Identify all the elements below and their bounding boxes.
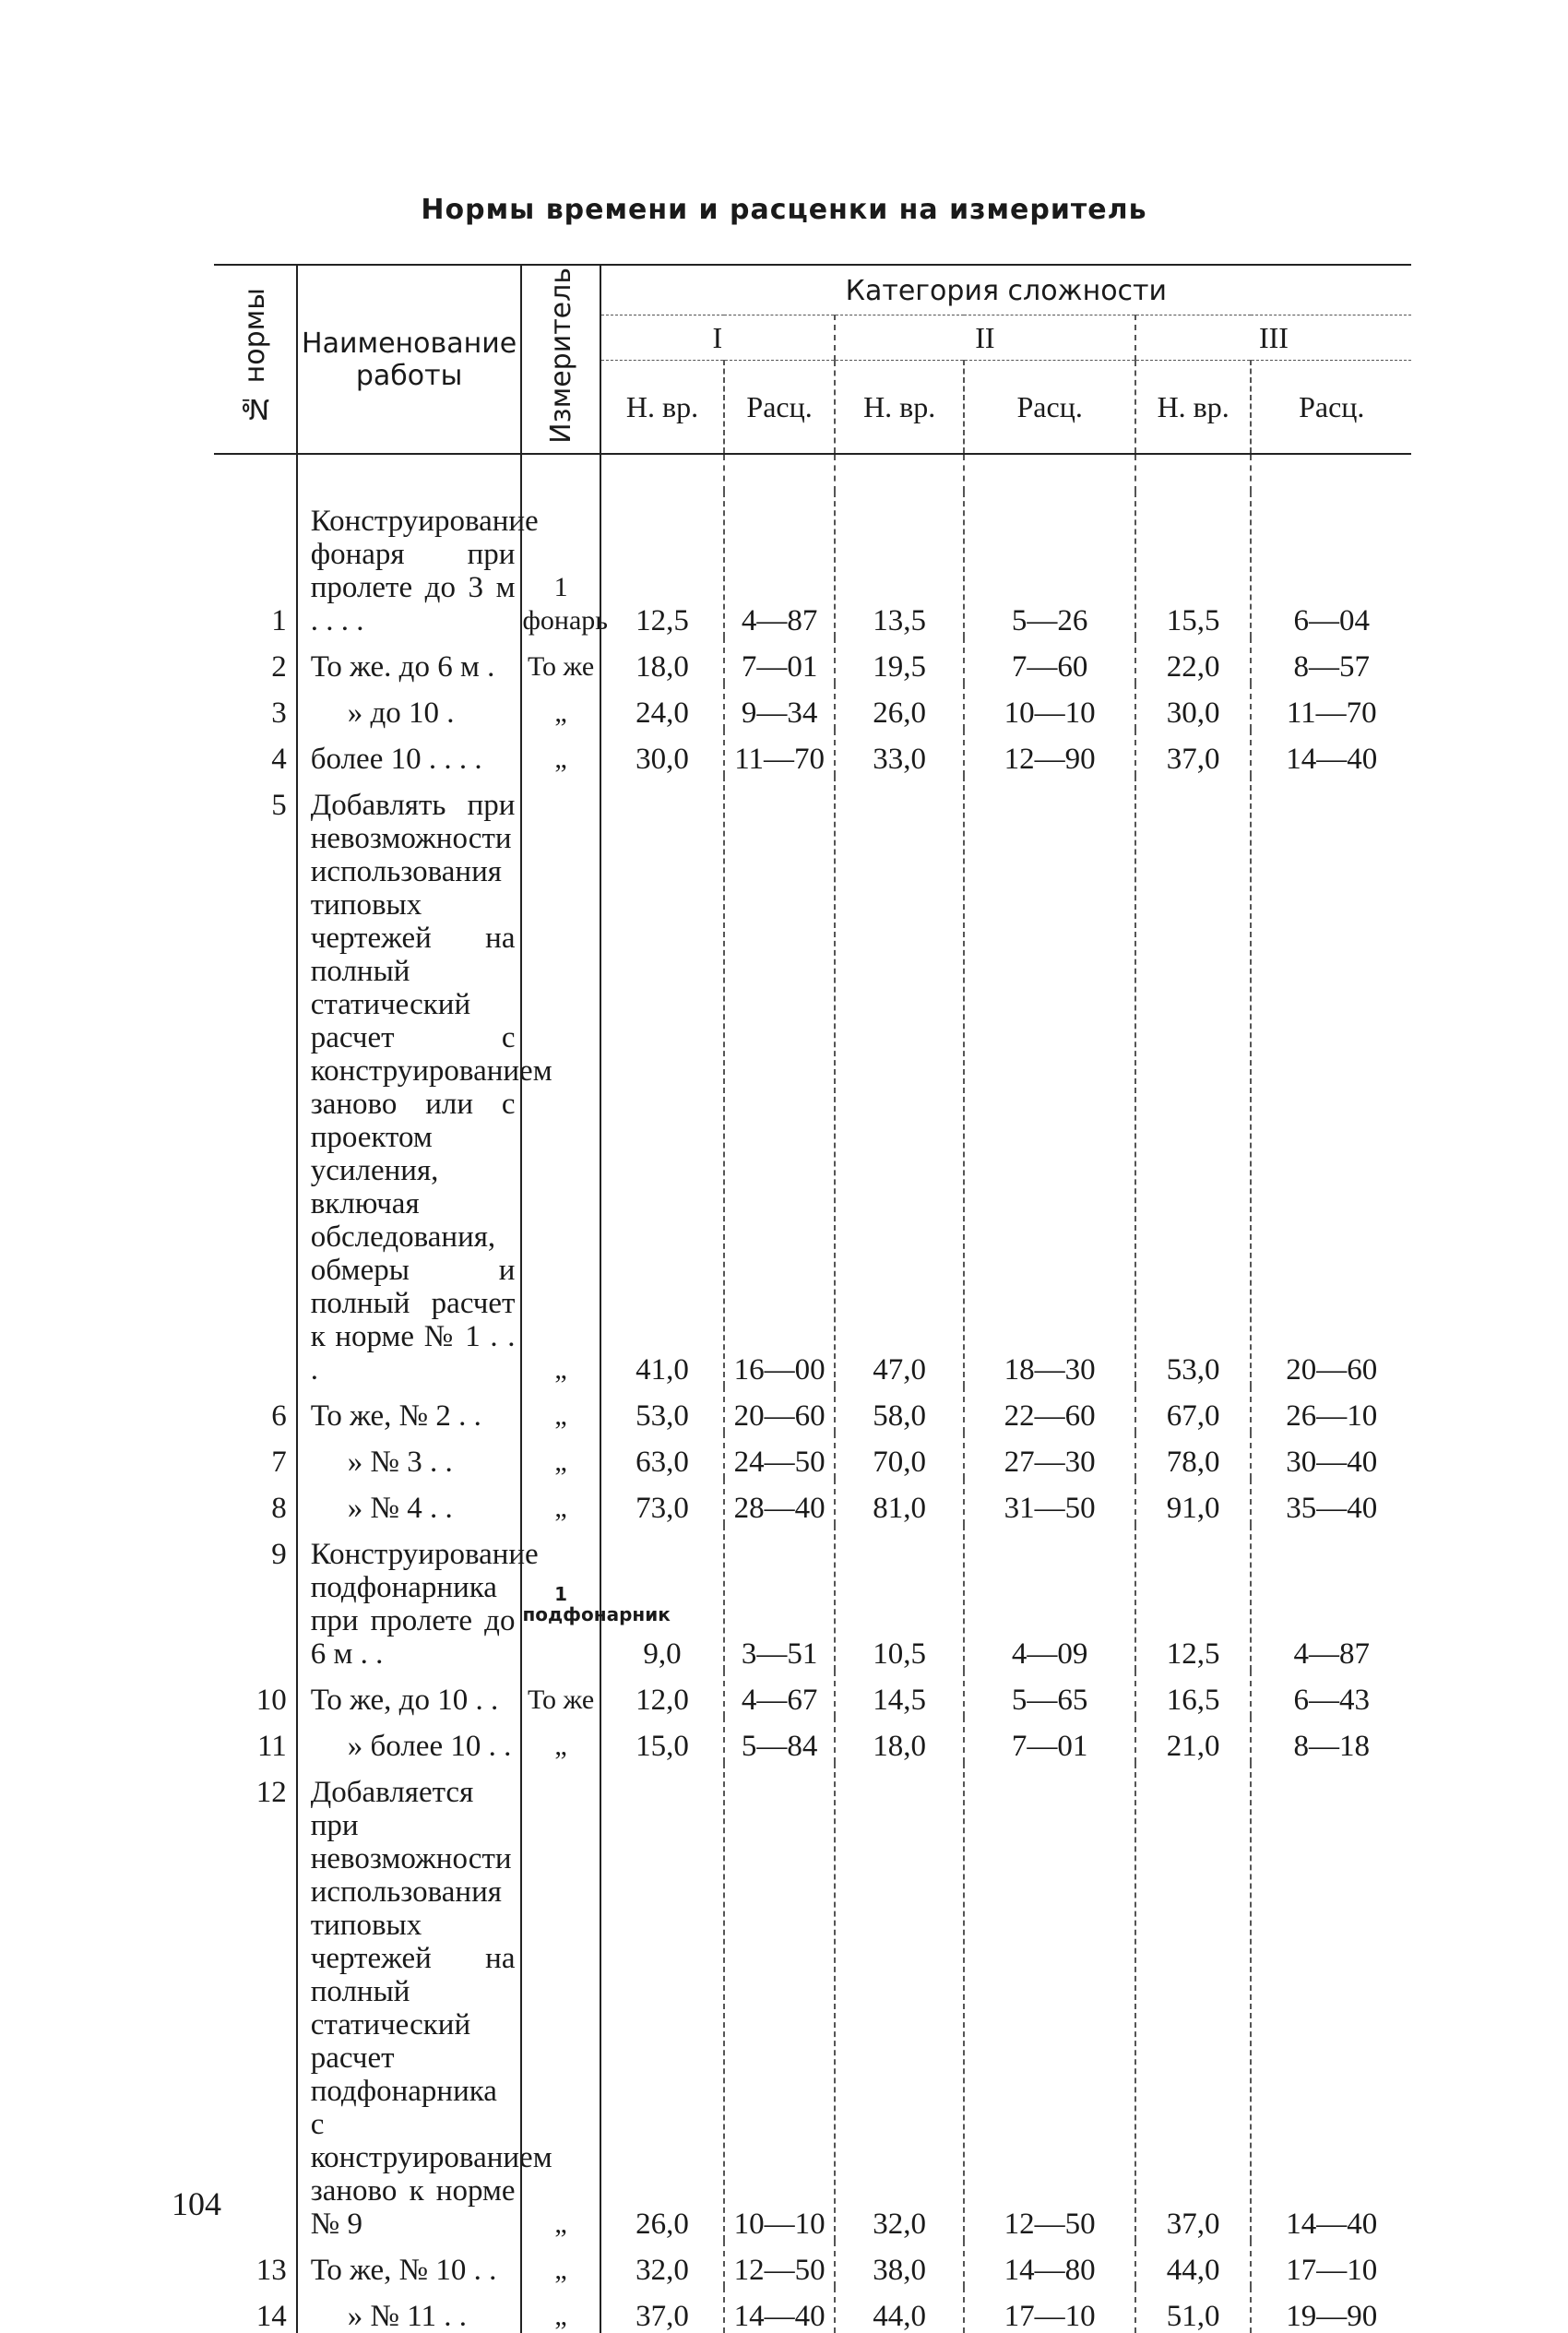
- row-rasc-1: 11—70: [724, 730, 835, 776]
- row-unit: „: [521, 2241, 600, 2287]
- row-hvr-2: 32,0: [835, 1763, 965, 2241]
- row-rasc-2: 10—10: [964, 684, 1134, 730]
- table-row: [214, 492, 1411, 637]
- row-rasc-3: 6—43: [1251, 1671, 1411, 1717]
- row-hvr-1: 37,0: [600, 2287, 725, 2333]
- row-num: 2: [271, 650, 287, 684]
- row-unit: 1 подфонарник: [521, 1525, 600, 1671]
- row-unit: „: [521, 1763, 600, 2241]
- row-rasc-1: 10—10: [724, 1763, 835, 2241]
- row-hvr-3: 78,0: [1135, 1433, 1252, 1479]
- table-row: [214, 1479, 1411, 1525]
- page-number: 104: [172, 2185, 221, 2222]
- row-num: 3: [271, 696, 287, 730]
- row-unit: „: [521, 730, 600, 776]
- row-rasc-2: 31—50: [964, 1479, 1134, 1525]
- header-hvr-3: Н. вр.: [1135, 361, 1252, 455]
- row-num: 6: [271, 1399, 287, 1433]
- row-rasc-3: 4—87: [1251, 1525, 1411, 1671]
- row-rasc-3: 8—57: [1251, 637, 1411, 684]
- table-row: [214, 2287, 1411, 2333]
- row-rasc-2: 4—09: [964, 1525, 1134, 1671]
- table-row: [214, 776, 1411, 1387]
- row-hvr-3: 37,0: [1135, 1763, 1252, 2241]
- row-rasc-2: 12—90: [964, 730, 1134, 776]
- table-row: [214, 2241, 1411, 2287]
- header-hvr-1: Н. вр.: [600, 361, 725, 455]
- row-rasc-1: 4—67: [724, 1671, 835, 1717]
- row-hvr-2: 47,0: [835, 776, 965, 1387]
- row-rasc-3: 6—04: [1251, 492, 1411, 637]
- row-unit: „: [521, 684, 600, 730]
- table-row: [214, 1763, 1411, 2241]
- header-name: Наименование работы: [297, 265, 522, 454]
- row-num: 10: [255, 1684, 287, 1717]
- row-rasc-1: 20—60: [724, 1387, 835, 1433]
- row-unit: 1 фонарь: [521, 492, 600, 637]
- row-hvr-3: 53,0: [1135, 776, 1252, 1387]
- row-hvr-2: 10,5: [835, 1525, 965, 1671]
- row-rasc-1: 9—34: [724, 684, 835, 730]
- header-hvr-2: Н. вр.: [835, 361, 965, 455]
- row-hvr-2: 13,5: [835, 492, 965, 637]
- row-rasc-3: 19—90: [1251, 2287, 1411, 2333]
- row-hvr-1: 63,0: [600, 1433, 725, 1479]
- row-hvr-3: 51,0: [1135, 2287, 1252, 2333]
- row-rasc-1: 7—01: [724, 637, 835, 684]
- row-hvr-1: 26,0: [600, 1763, 725, 2241]
- row-num: 14: [255, 2300, 287, 2333]
- row-unit: „: [521, 1717, 600, 1763]
- row-num: 11: [256, 1730, 287, 1763]
- row-rasc-2: 18—30: [964, 776, 1134, 1387]
- header-rasc-3: Расц.: [1251, 361, 1411, 455]
- row-name: » № 11 . .: [297, 2287, 522, 2333]
- row-name: Добавляется при невозможности использования типовых чертежей на полный статический расчет подфонарника с конструированием заново к норме № 9: [297, 1763, 522, 2241]
- row-name: Конструирование фонаря при пролете до 3 м . . . .: [297, 492, 522, 637]
- row-rasc-1: 16—00: [724, 776, 835, 1387]
- row-hvr-2: 18,0: [835, 1717, 965, 1763]
- row-rasc-3: 17—10: [1251, 2241, 1411, 2287]
- row-rasc-2: 22—60: [964, 1387, 1134, 1433]
- row-hvr-2: 19,5: [835, 637, 965, 684]
- row-name: Добавлять при невозможности использования типовых чертежей на полный статический расчет с конструированием заново или с проектом усиления, включая обследования, обмеры и полный расчет к норме № 1 . . .: [297, 776, 522, 1387]
- row-rasc-1: 12—50: [724, 2241, 835, 2287]
- row-rasc-3: 14—40: [1251, 1763, 1411, 2241]
- row-rasc-1: 24—50: [724, 1433, 835, 1479]
- header-level-3: III: [1135, 315, 1411, 361]
- row-hvr-2: 38,0: [835, 2241, 965, 2287]
- row-hvr-1: 15,0: [600, 1717, 725, 1763]
- header-level-1: I: [600, 315, 835, 361]
- row-name: То же, № 2 . .: [297, 1387, 522, 1433]
- row-hvr-3: 44,0: [1135, 2241, 1252, 2287]
- row-rasc-1: 3—51: [724, 1525, 835, 1671]
- header-rasc-2: Расц.: [964, 361, 1134, 455]
- row-name: То же, № 10 . .: [297, 2241, 522, 2287]
- row-hvr-2: 44,0: [835, 2287, 965, 2333]
- row-hvr-3: 91,0: [1135, 1479, 1252, 1525]
- row-num: 5: [271, 789, 287, 822]
- row-hvr-1: 18,0: [600, 637, 725, 684]
- row-unit: „: [521, 776, 600, 1387]
- row-name: То же. до 6 м .: [297, 637, 522, 684]
- row-rasc-3: 26—10: [1251, 1387, 1411, 1433]
- table-row: [214, 730, 1411, 776]
- table-row: [214, 1671, 1411, 1717]
- row-hvr-1: 73,0: [600, 1479, 725, 1525]
- table-row: [214, 1387, 1411, 1433]
- row-unit: „: [521, 1479, 600, 1525]
- row-hvr-1: 32,0: [600, 2241, 725, 2287]
- row-hvr-2: 26,0: [835, 684, 965, 730]
- row-num: 12: [255, 1776, 287, 1809]
- row-unit: То же: [521, 1671, 600, 1717]
- row-name: » более 10 . .: [297, 1717, 522, 1763]
- row-hvr-1: 53,0: [600, 1387, 725, 1433]
- page-title: Нормы времени и расценки на измеритель: [421, 194, 1147, 226]
- row-hvr-3: 16,5: [1135, 1671, 1252, 1717]
- norms-table: [214, 264, 1411, 2333]
- row-hvr-3: 22,0: [1135, 637, 1252, 684]
- row-rasc-2: 5—26: [964, 492, 1134, 637]
- row-num: 4: [271, 743, 287, 776]
- row-rasc-1: 4—87: [724, 492, 835, 637]
- header-num: № нормы: [214, 265, 297, 454]
- table-row: [214, 1717, 1411, 1763]
- row-rasc-3: 11—70: [1251, 684, 1411, 730]
- row-rasc-3: 30—40: [1251, 1433, 1411, 1479]
- row-hvr-1: 9,0: [600, 1525, 725, 1671]
- row-unit: „: [521, 2287, 600, 2333]
- row-unit: То же: [521, 637, 600, 684]
- row-hvr-2: 81,0: [835, 1479, 965, 1525]
- header-level-2: II: [835, 315, 1135, 361]
- row-rasc-2: 14—80: [964, 2241, 1134, 2287]
- row-rasc-1: 14—40: [724, 2287, 835, 2333]
- row-rasc-2: 7—01: [964, 1717, 1134, 1763]
- table-row: [214, 637, 1411, 684]
- row-hvr-3: 12,5: [1135, 1525, 1252, 1671]
- row-rasc-2: 5—65: [964, 1671, 1134, 1717]
- header-category: Категория сложности: [600, 265, 1411, 315]
- row-rasc-3: 8—18: [1251, 1717, 1411, 1763]
- row-rasc-2: 12—50: [964, 1763, 1134, 2241]
- row-hvr-1: 30,0: [600, 730, 725, 776]
- row-hvr-3: 30,0: [1135, 684, 1252, 730]
- row-hvr-3: 37,0: [1135, 730, 1252, 776]
- row-num: 7: [271, 1446, 287, 1479]
- row-num: 9: [271, 1538, 287, 1571]
- row-name: » № 4 . .: [297, 1479, 522, 1525]
- row-name: » № 3 . .: [297, 1433, 522, 1479]
- row-hvr-3: 15,5: [1135, 492, 1252, 637]
- row-hvr-3: 21,0: [1135, 1717, 1252, 1763]
- row-unit: „: [521, 1387, 600, 1433]
- row-hvr-1: 41,0: [600, 776, 725, 1387]
- header-unit: Измеритель: [521, 265, 600, 454]
- row-hvr-2: 70,0: [835, 1433, 965, 1479]
- row-hvr-1: 24,0: [600, 684, 725, 730]
- row-rasc-2: 17—10: [964, 2287, 1134, 2333]
- row-hvr-3: 67,0: [1135, 1387, 1252, 1433]
- row-hvr-1: 12,0: [600, 1671, 725, 1717]
- row-num: 8: [271, 1492, 287, 1525]
- row-name: » до 10 .: [297, 684, 522, 730]
- row-rasc-3: 14—40: [1251, 730, 1411, 776]
- row-rasc-2: 27—30: [964, 1433, 1134, 1479]
- row-num: 1: [271, 604, 287, 637]
- row-unit: „: [521, 1433, 600, 1479]
- row-hvr-1: 12,5: [600, 492, 725, 637]
- table-row: [214, 684, 1411, 730]
- row-name: более 10 . . . .: [297, 730, 522, 776]
- row-hvr-2: 14,5: [835, 1671, 965, 1717]
- row-num: 13: [255, 2254, 287, 2287]
- row-hvr-2: 33,0: [835, 730, 965, 776]
- row-rasc-1: 28—40: [724, 1479, 835, 1525]
- row-hvr-2: 58,0: [835, 1387, 965, 1433]
- row-rasc-3: 35—40: [1251, 1479, 1411, 1525]
- row-name: Конструирование подфонарника при пролете до 6 м . .: [297, 1525, 522, 1671]
- row-name: То же, до 10 . .: [297, 1671, 522, 1717]
- header-rasc-1: Расц.: [724, 361, 835, 455]
- table-row: [214, 1525, 1411, 1671]
- row-rasc-1: 5—84: [724, 1717, 835, 1763]
- row-rasc-3: 20—60: [1251, 776, 1411, 1387]
- table-row: [214, 1433, 1411, 1479]
- row-rasc-2: 7—60: [964, 637, 1134, 684]
